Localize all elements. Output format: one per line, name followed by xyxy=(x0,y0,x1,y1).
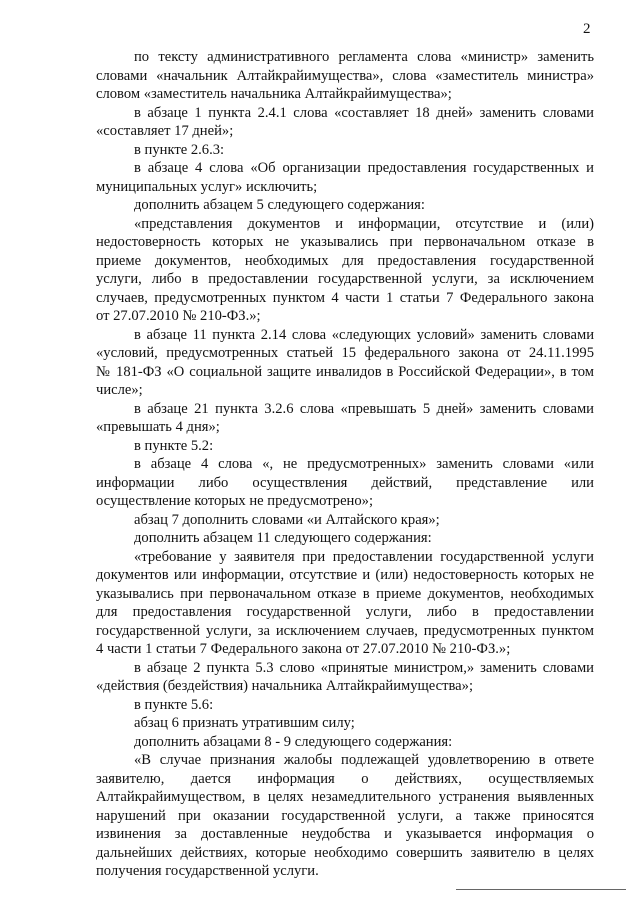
text-line: документов или информации, отсутствие и (или) недостоверность которых не xyxy=(96,567,594,583)
text-line: государственной услуги, за исключением случаев, предусмотренных пунктом xyxy=(96,622,594,639)
text-line: числе»; xyxy=(96,382,143,398)
text-line: дополнить абзацем 11 следующего содержания: xyxy=(134,530,432,546)
text-line: абзац 6 признать утратившим силу; xyxy=(134,715,355,731)
text-line: в пункте 5.6: xyxy=(134,696,214,713)
text-line: заявителю, дается информация о действиях, осуществляемых xyxy=(96,770,594,787)
text-line: случаев, предусмотренных пунктом 4 части 1 статьи 7 Федерального закона xyxy=(96,289,594,306)
footer-rule xyxy=(456,889,626,890)
text-line: в абзаце 2 пункта 5.3 слово «принятые министром,» заменить словами xyxy=(134,659,594,676)
text-line: Алтайкрайимуществом, в целях незамедлительного устранения выявленных xyxy=(96,789,594,805)
text-line: муниципальных услуг» исключить; xyxy=(96,178,318,195)
text-line: дополнить абзацами 8 - 9 следующего содержания: xyxy=(134,733,453,750)
text-line: дополнить абзацем 5 следующего содержания: xyxy=(134,197,425,213)
text-line: в пункте 2.6.3: xyxy=(134,141,225,158)
text-line: получения государственной услуги. xyxy=(96,863,319,879)
text-line: «действия (бездействия) начальника Алтайкрайимущества»; xyxy=(96,678,474,694)
text-line: № 181-ФЗ «О социальной защите инвалидов в Российской Федерации», в том xyxy=(96,363,594,380)
text-line: в абзаце 21 пункта 3.2.6 слова «превышать 5 дней» заменить словами xyxy=(134,400,594,417)
page-number: 2 xyxy=(583,21,591,37)
text-line: «требование у заявителя при предоставлении государственной услуги xyxy=(134,548,594,565)
text-line: словом «заместитель начальника Алтайкрайимущества»; xyxy=(96,86,452,102)
text-line: по тексту административного регламента слова «министр» заменить xyxy=(134,49,594,65)
text-line: «В случае признания жалобы подлежащей удовлетворению в ответе xyxy=(134,752,594,768)
text-line: абзац 7 дополнить словами «и Алтайского края»; xyxy=(134,511,440,528)
text-line: услуги, либо в предоставлении государственной услуги, за исключением xyxy=(96,271,594,287)
text-line: «превышать 4 дня»; xyxy=(96,419,220,435)
text-line: в абзаце 11 пункта 2.14 слова «следующих условий» заменить словами xyxy=(134,326,594,343)
text-line: в абзаце 1 пункта 2.4.1 слова «составляет 18 дней» заменить словами xyxy=(134,104,594,121)
text-line: информации либо осуществления действий, представление или xyxy=(96,474,594,491)
text-line: приеме документов, необходимых для предоставления государственной xyxy=(96,252,594,269)
text-line: 4 части 1 статьи 7 Федерального закона от 27.07.2010 № 210-ФЗ.»; xyxy=(96,641,511,657)
text-line: для предоставления государственной услуги, либо в предоставлении xyxy=(96,604,594,620)
text-line: в абзаце 4 слова «Об организации предоставления государственных и xyxy=(134,160,594,176)
text-line: «составляет 17 дней»; xyxy=(96,123,234,139)
text-line: в пункте 5.2: xyxy=(134,437,214,454)
text-line: «представления документов и информации, отсутствие и (или) xyxy=(134,215,594,232)
text-line: указывались при первоначальном отказе в приеме документов, необходимых xyxy=(96,585,594,602)
text-line: от 27.07.2010 № 210-ФЗ.»; xyxy=(96,308,261,324)
document-body xyxy=(96,48,594,881)
text-line: нарушений при оказании государственной услуги, а также приносятся xyxy=(96,807,594,824)
text-line: в абзаце 4 слова «, не предусмотренных» заменить словами «или xyxy=(134,456,594,472)
text-line: недостоверность которых не указывались при первоначальном отказе в xyxy=(96,234,594,250)
text-line: дальнейших действиях, которые необходимо совершить заявителю в целях xyxy=(96,844,594,861)
text-line: «условий, предусмотренных статьей 15 федерального закона от 24.11.1995 xyxy=(96,345,594,361)
text-line: извинения за доставленные неудобства и указывается информация о xyxy=(96,826,594,842)
text-line: словами «начальник Алтайкрайимущества», слова «заместитель министра» xyxy=(96,67,594,84)
text-line: осуществление которых не предусмотрено»; xyxy=(96,493,374,509)
